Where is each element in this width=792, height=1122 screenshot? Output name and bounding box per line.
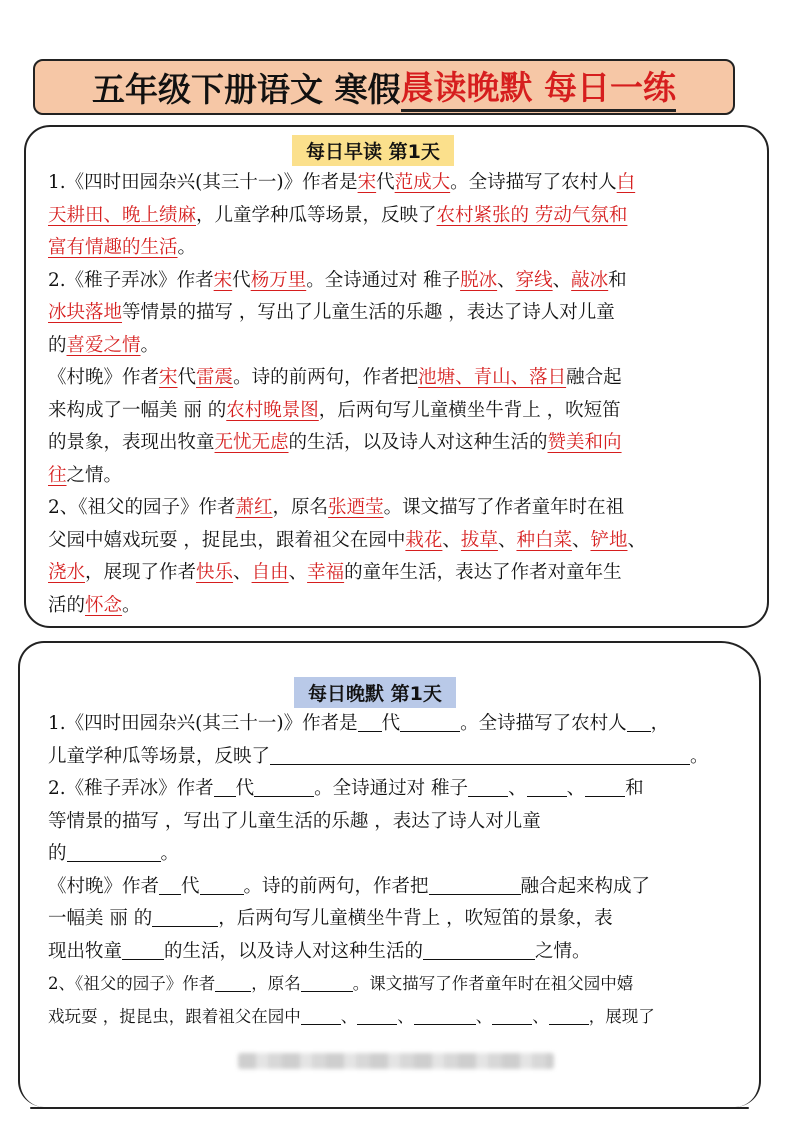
answer: 宋: [159, 367, 178, 388]
answer: 农村紧张的 劳动气氛和: [436, 204, 628, 226]
text: 和: [625, 778, 644, 799]
answer: 幸福: [307, 562, 345, 583]
evening-line7: [48, 903, 748, 936]
blank[interactable]: [549, 1005, 589, 1024]
blank[interactable]: [152, 906, 218, 927]
evening-line2: [48, 741, 748, 774]
morning-heading: 每日早读 第1天: [292, 135, 454, 166]
text: 2.《稚子弄冰》作者: [48, 269, 214, 291]
morning-q4-line3: [48, 557, 748, 590]
text: 代: [376, 172, 395, 193]
blank[interactable]: [270, 743, 690, 764]
morning-q2-line1: [48, 265, 748, 298]
text: 2.《稚子弄冰》作者: [48, 778, 214, 799]
answer: 雷震: [196, 367, 234, 388]
text: 、: [571, 529, 591, 551]
text: 、: [508, 778, 527, 799]
text: 的景象，表现出牧童: [48, 432, 215, 453]
text: 来构成了一幅美 丽 的: [48, 399, 227, 421]
blank[interactable]: [254, 776, 314, 797]
blank[interactable]: [301, 1005, 341, 1024]
text: ，儿童学种瓜等场景，反映了: [196, 204, 437, 226]
blank[interactable]: [492, 1005, 532, 1024]
text: 2、《祖父的园子》作者: [48, 974, 216, 993]
answer: 脱冰: [460, 269, 498, 291]
text: 、: [340, 1006, 358, 1026]
text: 。全诗通过对 稚子: [306, 269, 461, 291]
text: ，后两句写儿童横坐牛背上 ，吹短笛的景象，表: [218, 908, 613, 929]
blank[interactable]: [527, 776, 567, 797]
answer: 栽花: [405, 529, 443, 551]
answer: 池塘、青山、落日: [418, 367, 567, 388]
answer: 浇水: [48, 562, 86, 583]
blank[interactable]: [67, 841, 161, 862]
answer: 无忧无虑: [214, 432, 289, 453]
morning-q2-line3: [48, 330, 748, 363]
blank[interactable]: [357, 1005, 397, 1024]
answer: 杨万里: [250, 269, 307, 291]
blurred-watermark: [238, 1053, 554, 1069]
morning-q4-line2: [48, 525, 748, 558]
evening-text: [48, 708, 748, 1033]
text: 代: [177, 367, 197, 388]
panel-bottom-border: [30, 1107, 749, 1109]
evening-line6: [48, 871, 748, 904]
blank[interactable]: [215, 973, 251, 992]
evening-line8: [48, 936, 748, 969]
text: 的生活，以及诗人对这种生活的: [164, 940, 424, 962]
text: 《村晚》作者: [48, 875, 160, 897]
evening-heading: 每日晚默 第1天: [294, 677, 456, 708]
text: 。全诗描写了农村人: [460, 713, 627, 734]
morning-q3-line1: [48, 362, 748, 395]
text: 代: [235, 778, 255, 799]
text: 1.《四时田园杂兴(其三十一)》作者是: [48, 713, 358, 734]
blank[interactable]: [301, 973, 353, 992]
text: 儿童学种瓜等场景，反映了: [48, 745, 271, 767]
answer: 农村晚景图: [226, 399, 319, 421]
morning-q1-line2: [48, 200, 748, 233]
answer: 怀念: [85, 594, 123, 616]
answer: 白: [616, 172, 636, 193]
morning-q4-line1: [48, 492, 748, 525]
morning-q3-line2: [48, 395, 748, 428]
answer: 冰块落地: [48, 302, 123, 323]
answer: 种白菜: [516, 529, 572, 551]
text: 2、《祖父的园子》作者: [48, 497, 236, 518]
answer: 喜爱之情: [66, 334, 141, 356]
text: 、: [475, 1006, 493, 1026]
text: 融合起: [566, 367, 622, 388]
blank[interactable]: [468, 776, 508, 797]
text: ，原名: [272, 497, 329, 518]
morning-q1-line1: [48, 167, 748, 200]
blank[interactable]: [414, 1005, 476, 1024]
text: 。课文描写了作者童年时在祖: [383, 497, 625, 518]
text: 。: [160, 843, 180, 864]
answer: 宋: [357, 172, 377, 193]
evening-line4: [48, 806, 748, 839]
blank[interactable]: [214, 776, 236, 797]
blank[interactable]: [400, 711, 460, 732]
text: 戏玩耍 ，捉昆虫，跟着祖父在园中: [48, 1006, 301, 1026]
text: 。: [177, 237, 197, 258]
blank[interactable]: [122, 938, 164, 959]
text: 活的: [48, 594, 86, 616]
page-title: [33, 59, 735, 115]
morning-text: [48, 167, 748, 622]
text: 。诗的前两句，作者把: [243, 875, 429, 897]
text: 、: [442, 529, 461, 551]
title-black: 五年级下册语文 寒假: [92, 69, 401, 109]
text: 之情。: [66, 464, 123, 486]
text: 、: [566, 778, 586, 799]
answer: 穿线: [515, 269, 553, 291]
text: 融合起来构成了: [520, 875, 651, 897]
morning-q2-line2: [48, 297, 748, 330]
text: 、: [497, 529, 517, 551]
answer: 拔草: [460, 529, 498, 551]
answer: 萧红: [235, 497, 273, 518]
text: 代: [381, 713, 401, 734]
text: 的: [48, 334, 67, 356]
evening-line3: [48, 773, 748, 806]
answer: 自由: [251, 562, 289, 583]
title-red: 晨读晚默 每日一练: [401, 62, 677, 112]
text: 、: [627, 529, 647, 551]
text: ，展现了作者: [85, 562, 197, 583]
text: 代: [181, 875, 200, 897]
text: 之情。: [535, 940, 591, 962]
text: 。: [122, 594, 141, 616]
text: 一幅美 丽 的: [48, 908, 153, 929]
text: 、: [233, 562, 252, 583]
blank[interactable]: [200, 873, 244, 894]
text: 。: [690, 745, 709, 767]
text: 代: [232, 269, 251, 291]
answer: 赞美和向: [547, 432, 622, 453]
blank[interactable]: [358, 711, 382, 732]
text: ，后两句写儿童横坐牛背上 ，吹短笛: [318, 399, 621, 421]
answer: 往: [48, 464, 67, 486]
text: 现出牧童: [48, 940, 123, 962]
text: 1.《四时田园杂兴(其三十一)》作者是: [48, 172, 358, 193]
answer: 敲冰: [571, 269, 609, 291]
evening-line1: [48, 708, 748, 741]
answer: 范成大: [394, 172, 451, 193]
blank[interactable]: [159, 873, 181, 894]
blank[interactable]: [429, 873, 521, 894]
text: 《村晚》作者: [48, 367, 160, 388]
text: 父园中嬉戏玩耍 ，捉昆虫，跟着祖父在园中: [48, 529, 406, 551]
answer: 宋: [213, 269, 233, 291]
text: 的童年生活，表达了作者对童年生: [344, 562, 622, 583]
morning-q3-line3: [48, 427, 748, 460]
morning-q3-line4: [48, 460, 748, 493]
blank[interactable]: [585, 776, 625, 797]
answer: 富有情趣的生活: [48, 237, 178, 258]
blank[interactable]: [627, 711, 651, 732]
text: 的: [48, 843, 67, 864]
text: 。: [140, 334, 160, 356]
text: 。全诗描写了农村人: [450, 172, 617, 193]
text: 等情景的描写 ，写出了儿童生活的乐趣 ，表达了诗人对儿童: [122, 302, 615, 323]
morning-q4-line4: [48, 590, 748, 623]
text: ，展现了: [588, 1006, 655, 1026]
text: ，: [650, 713, 670, 734]
text: 、: [532, 1006, 549, 1026]
text: 、: [552, 269, 572, 291]
text: 的生活，以及诗人对这种生活的: [288, 432, 548, 453]
text: ，原名: [251, 974, 301, 993]
evening-line5: [48, 838, 748, 871]
blank[interactable]: [423, 938, 535, 959]
text: 。诗的前两句，作者把: [233, 367, 419, 388]
text: 。全诗通过对 稚子: [314, 778, 469, 799]
evening-line9: [48, 968, 748, 1001]
answer: 快乐: [196, 562, 234, 583]
text: 、: [288, 562, 308, 583]
answer: 张迺莹: [328, 497, 384, 518]
text: 和: [608, 269, 627, 291]
text: 等情景的描写 ，写出了儿童生活的乐趣 ，表达了诗人对儿童: [48, 810, 541, 832]
morning-q1-line3: [48, 232, 748, 265]
text: 。课文描写了作者童年时在祖父园中嬉: [352, 974, 634, 993]
answer: 铲地: [590, 529, 628, 551]
text: 、: [497, 269, 516, 291]
text: 、: [397, 1006, 414, 1026]
answer: 天耕田、晚上绩麻: [48, 204, 197, 226]
